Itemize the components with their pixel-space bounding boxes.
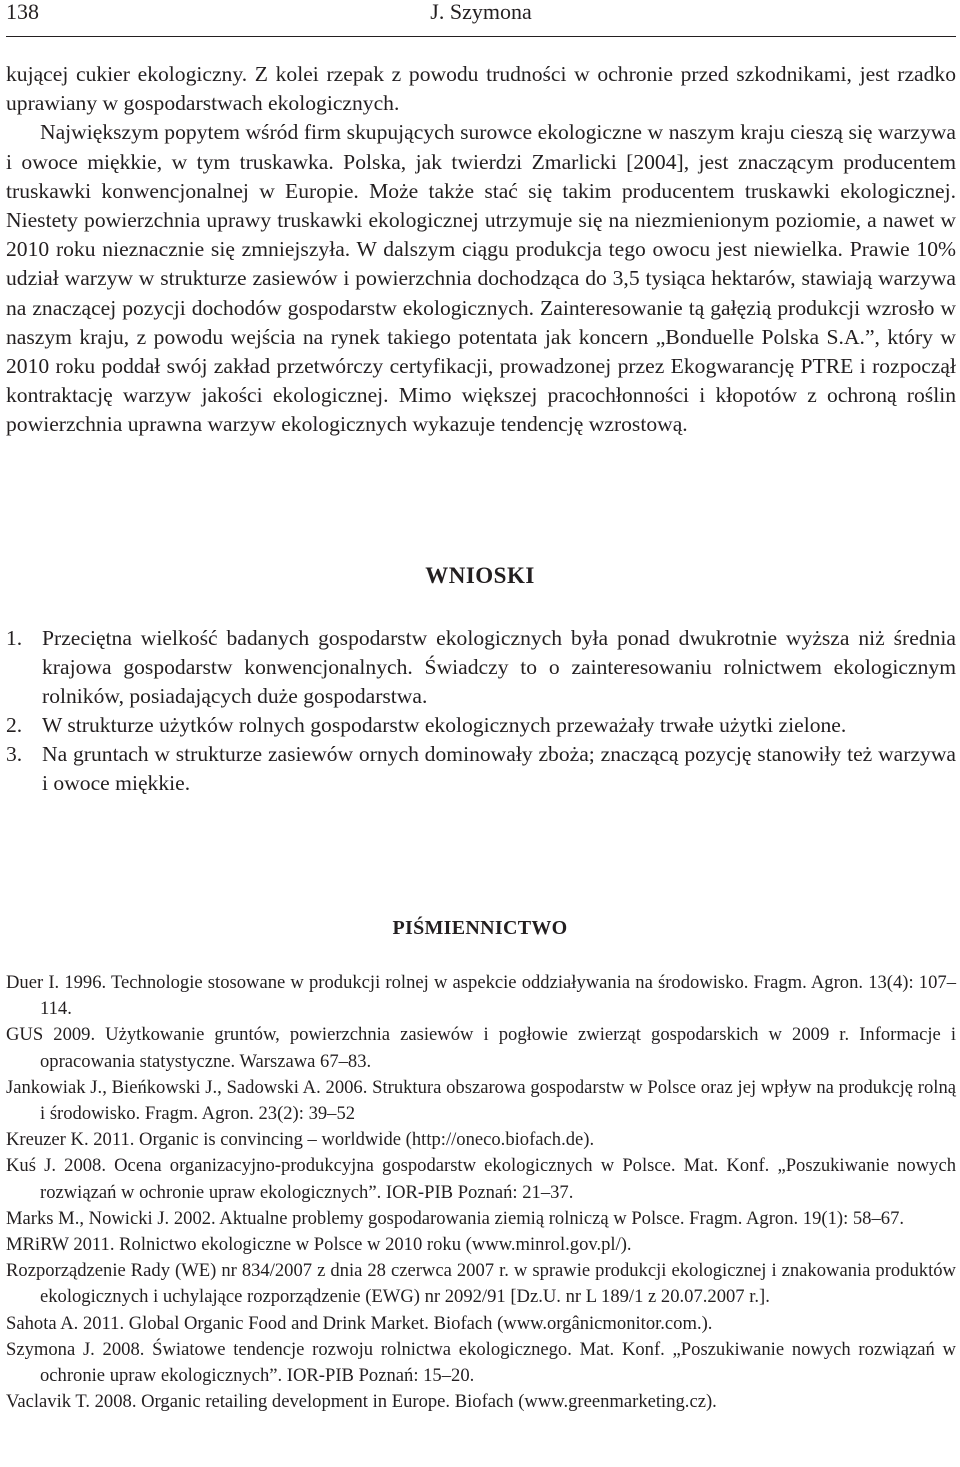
reference-item: Vaclavik T. 2008. Organic retailing development in Europe. Biofach (www.greenmarketing.cz). — [6, 1391, 717, 1413]
reference-item: Kuś J. 2008. Ocena organizacyjno-produkcyjna gospodarstw ekologicznych w Polsce. Mat. Konf. „Poszukiwanie nowych rozwiązań w ochronie upraw ekologicznych”. IOR-PIB Poznań: 21–37. — [6, 1155, 956, 1203]
reference-item: MRiRW 2011. Rolnictwo ekologiczne w Polsce w 2010 roku (www.minrol.gov.pl/). — [6, 1234, 632, 1256]
page-number: 138 — [6, 0, 39, 24]
conclusions-heading: WNIOSKI — [425, 563, 535, 588]
conclusion-text: Na gruntach w strukturze zasiewów ornych dominowały zboża; znaczącą pozycję stanowiły też warzywa i owoce miękkie. — [42, 742, 956, 795]
conclusion-item — [6, 740, 956, 798]
conclusion-text: W strukturze użytków rolnych gospodarstw ekologicznych przeważały trwałe użytki zielone. — [42, 713, 847, 737]
reference-item: Marks M., Nowicki J. 2002. Aktualne problemy gospodarowania ziemią rolniczą w Polsce. Fragm. Agron. 19(1): 58–67. — [6, 1207, 905, 1229]
reference-item: Kreuzer K. 2011. Organic is convincing – worldwide (http://oneco.biofach.de). — [6, 1129, 595, 1151]
references-list — [6, 970, 956, 1415]
reference-item: GUS 2009. Użytkowanie gruntów, powierzchnia zasiewów i pogłowie zwierząt gospodarskich w 2009 r. Informacje i opracowania statystyczne. Warszawa 67–83. — [6, 1024, 956, 1072]
references-heading: PIŚMIENNICTWO — [392, 917, 568, 939]
reference-item: Sahota A. 2011. Global Organic Food and Drink Market. Biofach (www.orgânicmonitor.com.). — [6, 1312, 713, 1334]
conclusion-number: 2. — [6, 713, 23, 737]
reference-item: Rozporządzenie Rady (WE) nr 834/2007 z dnia 28 czerwca 2007 r. w sprawie produkcji ekologicznej i znakowania produktów ekologicznych i uchylające rozporządzenie (EWG) nr 2092/91 [Dz.U. nr L 189/1 z 20.07.2007 r.]. — [6, 1260, 956, 1308]
conclusion-number: 1. — [6, 626, 23, 650]
paragraph: kującej cukier ekologiczny. Z kolei rzepak z powodu trudności w ochronie przed szkodnikami, jest rzadko uprawiany w gospodarstwach ekologicznych. — [6, 62, 956, 116]
conclusion-number: 3. — [6, 742, 23, 766]
conclusion-item — [6, 711, 956, 740]
conclusion-text: Przeciętna wielkość badanych gospodarstw ekologicznych była ponad dwukrotnie wyższa niż średnia krajowa gospodarstw konwencjonalnych. Świadczy to o zainteresowaniu rolnictwem ekologicznym rolników, posiadających duże gospodarstwa. — [42, 626, 956, 708]
reference-item: Duer I. 1996. Technologie stosowane w produkcji rolnej w aspekcie oddziaływania na środowisko. Fragm. Agron. 13(4): 107–114. — [6, 972, 956, 1020]
body-text — [6, 60, 956, 440]
running-head-author: J. Szymona — [430, 0, 532, 24]
reference-item: Jankowiak J., Bieńkowski J., Sadowski A. 2006. Struktura obszarowa gospodarstw w Polsce oraz jej wpływ na produkcję rolną i środowisko. Fragm. Agron. 23(2): 39–52 — [6, 1076, 956, 1125]
conclusion-item — [6, 624, 956, 711]
reference-item: Szymona J. 2008. Światowe tendencje rozwoju rolnictwa ekologicznego. Mat. Konf. „Poszukiwanie nowych rozwiązań w ochronie upraw ekologicznych”. IOR-PIB Poznań: 15–20. — [6, 1338, 956, 1387]
conclusions-list — [6, 624, 956, 798]
running-header — [6, 0, 956, 37]
paragraph: Największym popytem wśród firm skupujących surowce ekologiczne w naszym kraju cieszą się warzywa i owoce miękkie, w tym truskawka. Polska, jak twierdzi Zmarlicki [2004], jest znaczącym producentem truskawki konwencjonalnej w Europie. Może także stać się takim producentem truskawki ekologicznej. Niestety powierzchnia uprawy truskawki ekologicznej utrzymuje się na niezmienionym poziomie, a nawet w 2010 roku nieznacznie się zmniejszyła. W dalszym ciągu produkcja tego owocu jest niewielka. Prawie 10% udział warzyw w strukturze zasiewów i powierzchnia dochodząca do 3,5 tysiąca hektarów, stawiają warzywa na znaczącej pozycji dochodów gospodarstw ekologicznych. Zainteresowanie tą gałęzią produkcji wzrosło w naszym kraju, z powodu wejścia na rynek takiego potentata jak koncern „Bonduelle Polska S.A.”, który w 2010 roku poddał swój zakład przetwórczy certyfikacji, prowadzonej przez Ekogwarancję PTRE i rozpoczął kontraktację warzyw jakości ekologicznej. Mimo większej pracochłonności i kłopotów z ochroną roślin powierzchnia uprawna warzyw ekologicznych wykazuje tendencję wzrostową. — [6, 120, 956, 437]
